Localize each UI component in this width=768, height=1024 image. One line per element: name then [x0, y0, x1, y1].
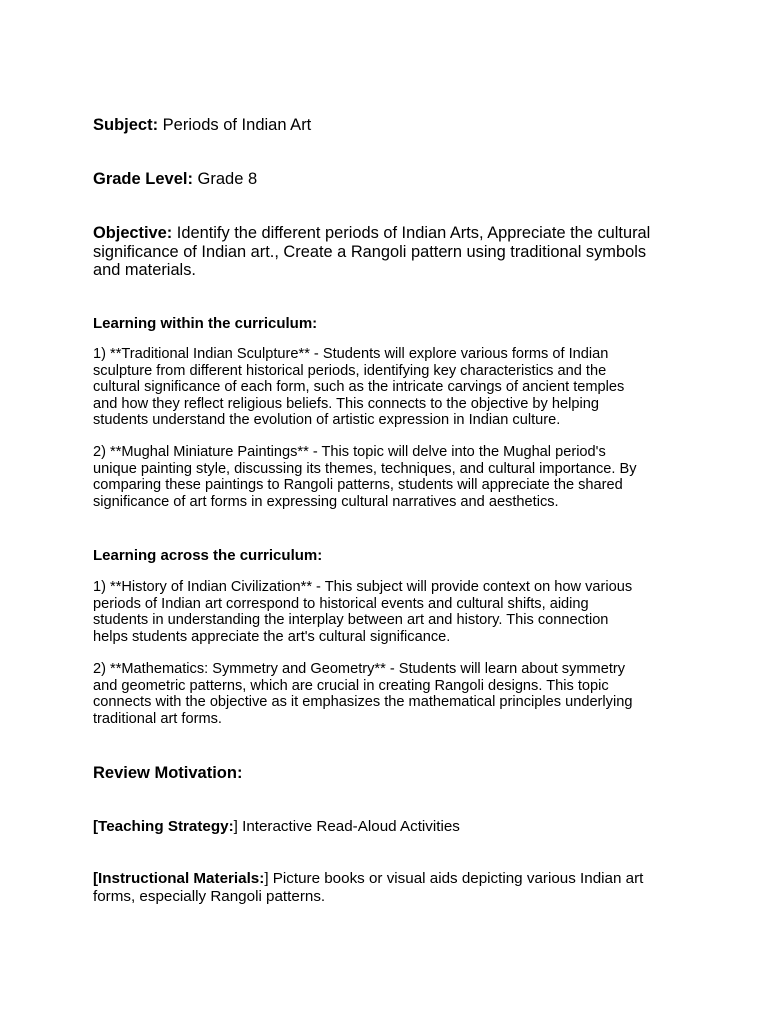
paragraph-line: periods of Indian art correspond to historical events and cultural shifts, aiding — [93, 595, 589, 612]
paragraph-line: 2) **Mathematics: Symmetry and Geometry** - Students will learn about symmetry — [93, 661, 626, 677]
paragraph-line: 1) **Traditional Indian Sculpture** - Students will explore various forms of Indian — [93, 346, 609, 362]
objective-text-2: significance of Indian art., Create a Rangoli pattern using traditional symbols — [93, 242, 647, 261]
paragraph-line: unique painting style, discussing its themes, techniques, and cultural importance. By — [93, 460, 637, 477]
instructional-materials-text-2: forms, especially Rangoli patterns. — [93, 888, 326, 905]
instructional-materials-line-1 — [93, 870, 683, 888]
learning-within-item-2 — [93, 444, 683, 510]
paragraph-line: cultural significance of each form, such as the intricate carvings of ancient temples — [93, 379, 625, 396]
learning-across-item-1 — [93, 579, 683, 645]
objective-text-1: Identify the different periods of Indian Arts, Appreciate the cultural — [172, 224, 651, 242]
review-motivation-heading: Review Motivation: — [93, 764, 243, 782]
objective-block — [93, 224, 683, 280]
learning-within-heading: Learning within the curriculum: — [93, 315, 318, 332]
teaching-strategy-line — [93, 817, 683, 837]
paragraph-line: 2) **Mughal Miniature Paintings** - This topic will delve into the Mughal period's — [93, 444, 606, 460]
grade-level-line — [93, 169, 683, 189]
paragraph-line: 1) **History of Indian Civilization** - This subject will provide context on how various — [93, 579, 633, 595]
learning-within-item-1 — [93, 346, 683, 429]
objective-label: Objective: — [93, 224, 173, 242]
paragraph-line: students understand the evolution of artistic expression in Indian culture. — [93, 412, 561, 429]
paragraph-line: students in understanding the interplay between art and history. This connection — [93, 612, 609, 629]
paragraph-line: connects with the objective as it emphasizes the mathematical principles underlying — [93, 694, 633, 711]
learning-across-item-2 — [93, 661, 683, 727]
teaching-strategy-value: ] Interactive Read-Aloud Activities — [233, 818, 460, 835]
paragraph-line: helps students appreciate the art's cultural significance. — [93, 628, 451, 645]
objective-line-1 — [93, 224, 683, 243]
subject-value: Periods of Indian Art — [158, 116, 312, 134]
paragraph-line: traditional art forms. — [93, 710, 222, 727]
paragraph-line: sculpture from different historical periods, identifying key characteristics and the — [93, 362, 607, 379]
grade-level-label: Grade Level: — [93, 170, 193, 188]
paragraph-line: and geometric patterns, which are crucial in creating Rangoli designs. This topic — [93, 677, 609, 694]
instructional-materials-block — [93, 870, 683, 906]
paragraph-line: and how they reflect religious beliefs. This connects to the objective by helping — [93, 395, 599, 412]
instructional-materials-text-1: ] Picture books or visual aids depicting various Indian art — [264, 870, 644, 887]
instructional-materials-label: [Instructional Materials: — [93, 870, 265, 887]
paragraph-line: significance of art forms in expressing cultural narratives and aesthetics. — [93, 493, 559, 510]
grade-level-value: Grade 8 — [192, 170, 258, 188]
teaching-strategy-label: [Teaching Strategy: — [93, 818, 234, 835]
objective-text-3: and materials. — [93, 261, 196, 279]
learning-across-heading: Learning across the curriculum: — [93, 547, 323, 564]
subject-line — [93, 115, 683, 135]
subject-label: Subject: — [93, 116, 159, 134]
paragraph-line: comparing these paintings to Rangoli patterns, students will appreciate the shared — [93, 477, 623, 494]
